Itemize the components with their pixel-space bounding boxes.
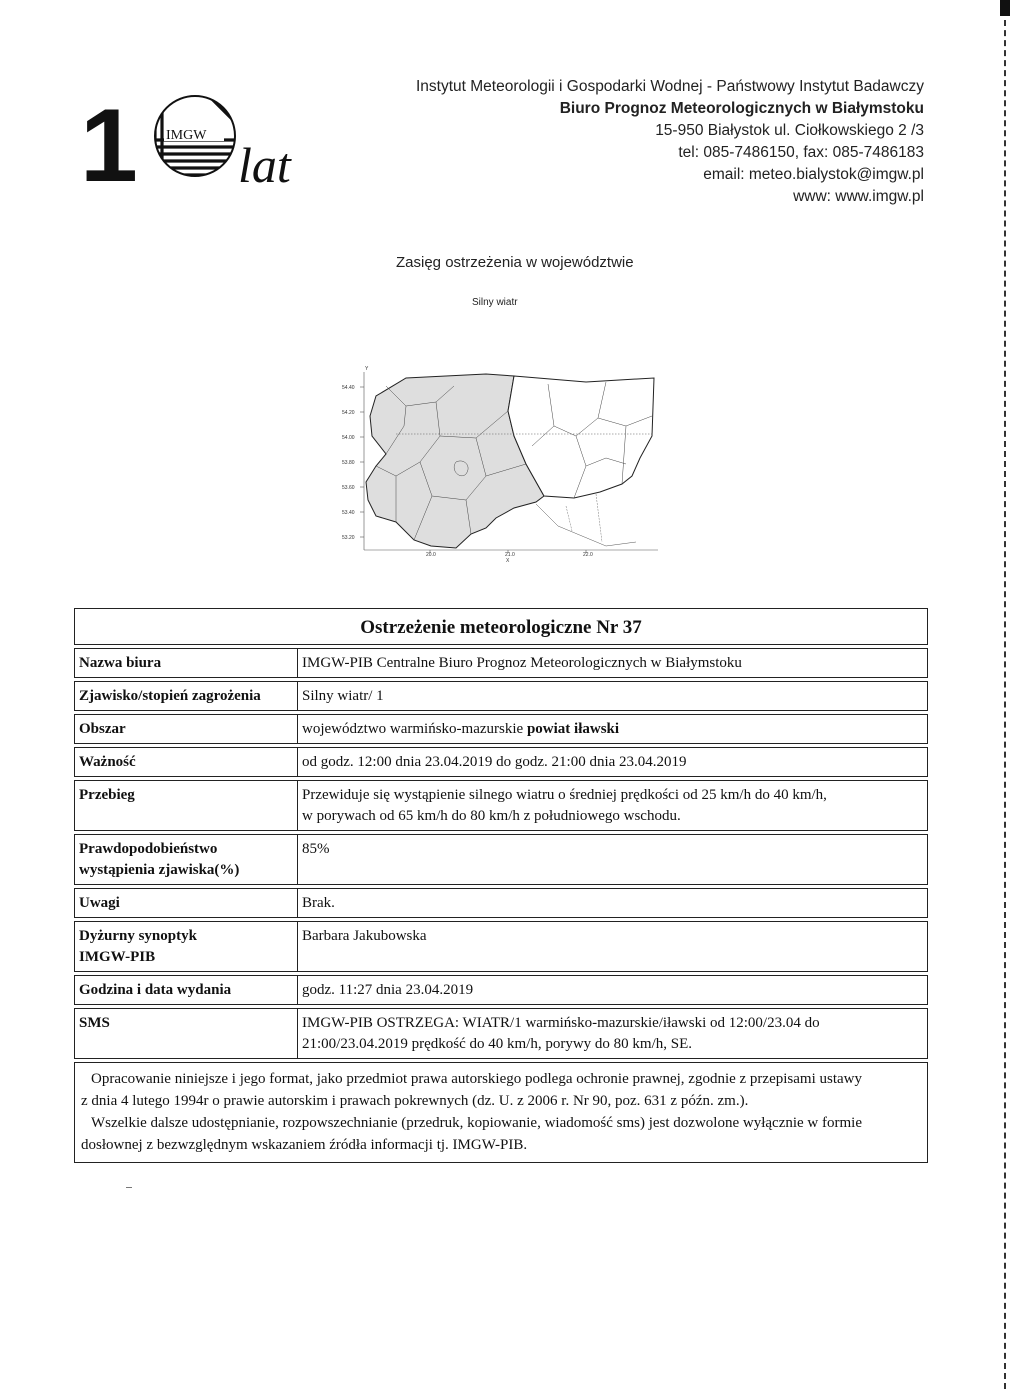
table-row	[75, 649, 928, 678]
map-y-tick: 54.00	[342, 435, 355, 441]
office-address: 15-950 Białystok ul. Ciołkowskiego 2 /3	[655, 122, 924, 139]
map-x-tick: 22.0	[583, 552, 593, 558]
map-x-label: X	[506, 558, 510, 564]
row-label	[75, 835, 298, 885]
row-label: Godzina i data wydania	[75, 976, 298, 1005]
map-y-tick: 54.40	[342, 385, 355, 391]
row-value: godz. 11:27 dnia 23.04.2019	[298, 976, 928, 1005]
row-value: Silny wiatr/ 1	[298, 682, 928, 711]
table-row	[75, 835, 928, 885]
map-y-label: Y	[365, 366, 369, 372]
map-x-tick: 21.0	[505, 552, 515, 558]
row-value: Barbara Jakubowska	[298, 922, 928, 972]
scan-mark	[126, 1187, 132, 1188]
row-label: Przebieg	[75, 781, 298, 831]
map-y-tick: 53.40	[342, 510, 355, 516]
row-label: Ważność	[75, 748, 298, 777]
map-y-tick: 53.80	[342, 460, 355, 466]
table-row	[75, 715, 928, 744]
office-phone: tel: 085-7486150, fax: 085-7486183	[678, 144, 924, 161]
institute-header	[364, 76, 924, 208]
value-line: Przewiduje się wystąpienie silnego wiatru o średniej prędkości od 25 km/h do 40 km/h,	[302, 787, 827, 803]
warning-table	[74, 608, 928, 1163]
map-y-tick: 53.60	[342, 485, 355, 491]
area-region: województwo warmińsko-mazurskie	[302, 721, 524, 737]
row-value: od godz. 12:00 dnia 23.04.2019 do godz. 21:00 dnia 23.04.2019	[298, 748, 928, 777]
label-line: wystąpienia zjawiska(%)	[79, 862, 240, 878]
logo-letters: IMGW	[166, 128, 207, 143]
footer-line: Opracowanie niniejsze i jego format, jako przedmiot prawa autorskiego podlega ochronie prawnej, zgodnie z przepisami ustawy	[91, 1071, 862, 1087]
row-label: Nazwa biura	[75, 649, 298, 678]
phenomenon-label: Silny wiatr	[472, 297, 518, 308]
footer-line: Wszelkie dalsze udostępnianie, rozpowszechnianie (przedruk, kopiowanie, wiadomość sms) jest dozwolone wyłącznie w formie	[91, 1115, 862, 1131]
label-line: Dyżurny synoptyk	[79, 928, 197, 944]
map-x-tick: 20.0	[426, 552, 436, 558]
table-row	[75, 922, 928, 972]
row-label: SMS	[75, 1009, 298, 1059]
institute-name: Instytut Meteorologii i Gospodarki Wodnej - Państwowy Instytut Badawczy	[416, 78, 924, 95]
scan-right-edge	[1002, 0, 1006, 1389]
warning-area-map	[336, 366, 666, 571]
table-row	[75, 1009, 928, 1059]
row-value	[298, 781, 928, 831]
table-row	[75, 682, 928, 711]
row-value	[298, 1009, 928, 1059]
value-line: 21:00/23.04.2019 prędkość do 40 km/h, porywy do 80 km/h, SE.	[302, 1036, 692, 1052]
footer-line: z dnia 4 lutego 1994r o prawie autorskim i prawach pokrewnych (dz. U. z 2006 r. Nr 90, poz. 631 z późn. zm.).	[81, 1093, 749, 1109]
office-www: www: www.imgw.pl	[793, 188, 924, 205]
map-y-tick: 53.20	[342, 535, 355, 541]
row-label	[75, 922, 298, 972]
table-row	[75, 889, 928, 918]
map-title: Zasięg ostrzeżenia w województwie	[396, 254, 634, 271]
row-label: Zjawisko/stopień zagrożenia	[75, 682, 298, 711]
label-line: Prawdopodobieństwo	[79, 841, 218, 857]
row-label: Obszar	[75, 715, 298, 744]
label-line: IMGW-PIB	[79, 949, 156, 965]
imgw-100-lat-logo	[78, 78, 318, 193]
office-name: Biuro Prognoz Meteorologicznych w Białymstoku	[559, 100, 924, 117]
warning-title: Ostrzeżenie meteorologiczne Nr 37	[75, 609, 928, 645]
logo-script: lat	[238, 137, 291, 193]
table-row	[75, 976, 928, 1005]
copyright-notice	[75, 1063, 928, 1163]
row-value: Brak.	[298, 889, 928, 918]
office-email: email: meteo.bialystok@imgw.pl	[703, 166, 924, 183]
value-line: w porywach od 65 km/h do 80 km/h z południowego wschodu.	[302, 808, 681, 824]
row-value: IMGW-PIB Centralne Biuro Prognoz Meteorologicznych w Białymstoku	[298, 649, 928, 678]
row-value	[298, 715, 928, 744]
row-value: 85%	[298, 835, 928, 885]
map-y-tick: 54.20	[342, 410, 355, 416]
area-county: powiat iławski	[526, 721, 620, 737]
footer-line: dosłownej z bezwzględnym wskazaniem źródła informacji tj. IMGW-PIB.	[81, 1137, 528, 1153]
value-line: IMGW-PIB OSTRZEGA: WIATR/1 warmińsko-mazurskie/iławski od 12:00/23.04 do	[302, 1015, 820, 1031]
table-row	[75, 781, 928, 831]
row-label: Uwagi	[75, 889, 298, 918]
scan-corner-mark	[1000, 0, 1010, 16]
table-row	[75, 748, 928, 777]
logo-number: 1	[80, 88, 138, 193]
